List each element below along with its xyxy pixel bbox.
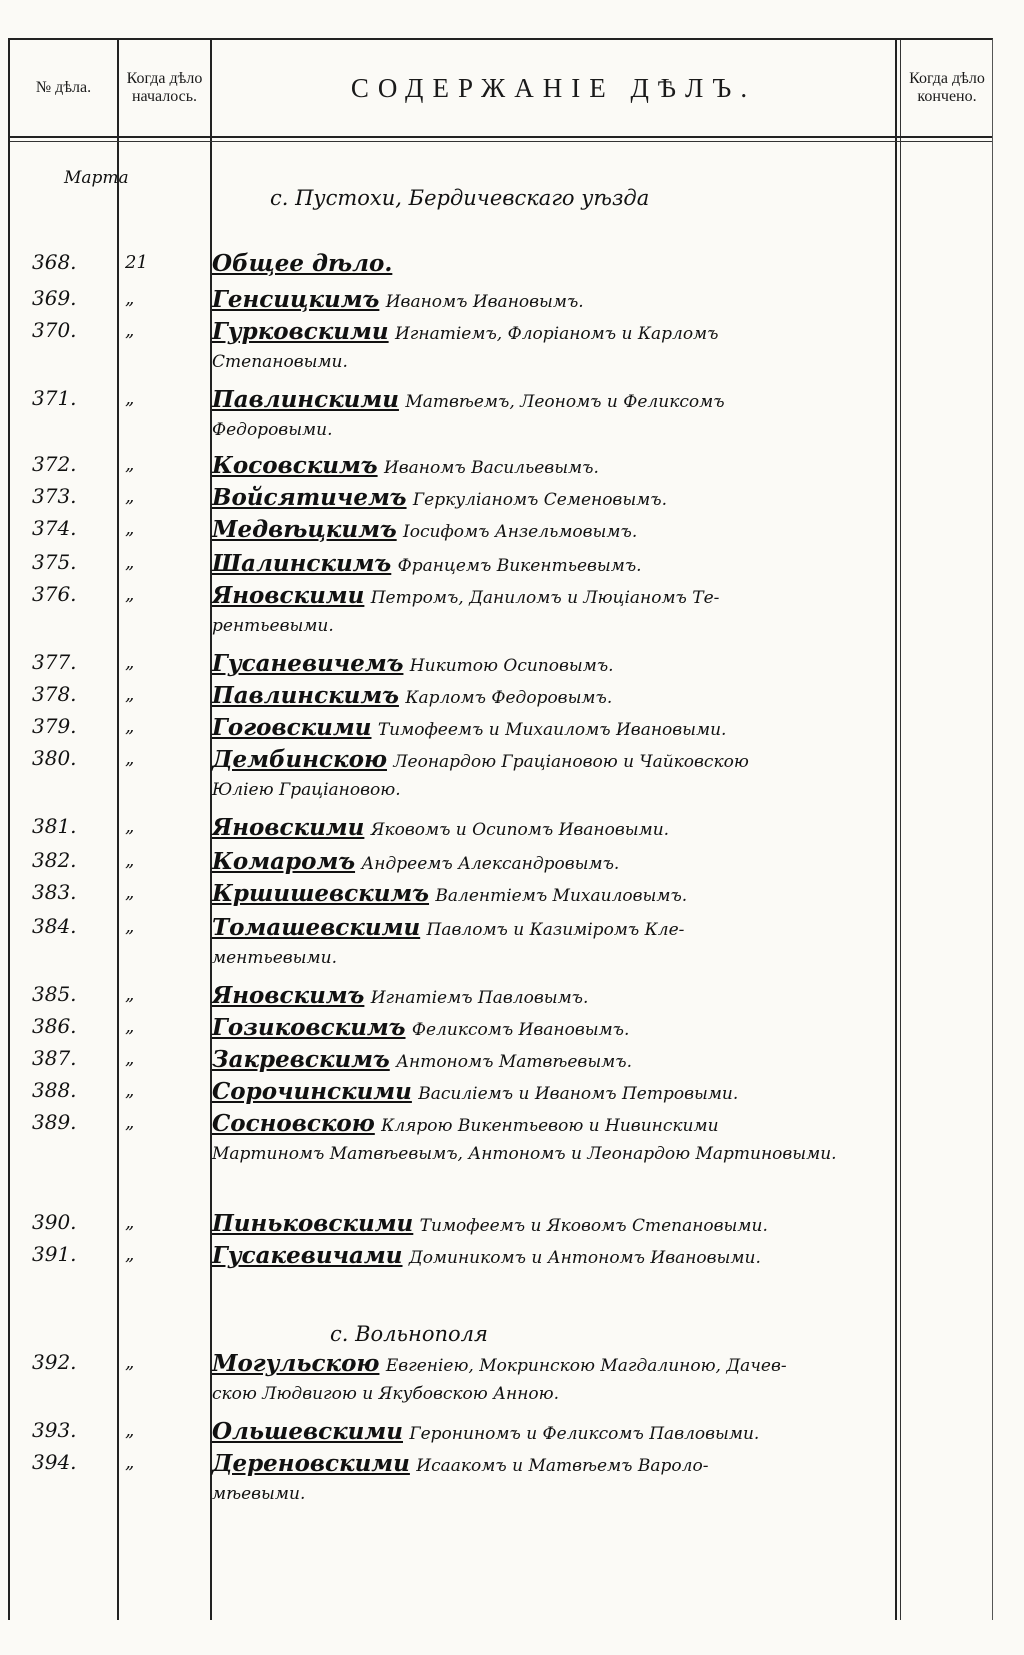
case-number: 369.: [32, 286, 77, 310]
entry-text: [212, 450, 872, 484]
party-surname: Яновскими: [212, 582, 365, 609]
entry-continuation: ментьевыми.: [212, 948, 337, 968]
entry-text: [212, 514, 872, 548]
start-day: „: [125, 320, 135, 341]
start-day: „: [125, 1420, 135, 1441]
entry-row: [0, 878, 982, 908]
party-given-names: Исаакомъ и Матвѣемъ Вароло-: [416, 1456, 709, 1476]
entry-text: [212, 248, 872, 282]
header-contents: СОДЕРЖАНІЕ ДѢЛЪ.: [350, 73, 757, 103]
party-surname: Генсицкимъ: [212, 286, 380, 313]
entry-row: [0, 1448, 982, 1504]
party-given-names: Францемъ Викентьевымъ.: [397, 556, 642, 576]
party-surname: Павлинскими: [212, 386, 399, 413]
party-given-names: Игнатіемъ, Флоріаномъ и Карломъ: [394, 324, 719, 344]
entry-text: [212, 1076, 872, 1110]
party-given-names: Павломъ и Казиміромъ Кле-: [426, 920, 685, 940]
case-number: 377.: [32, 650, 77, 674]
entry-text: [212, 648, 872, 682]
case-number: 394.: [32, 1450, 77, 1474]
entry-row: [0, 680, 982, 710]
party-given-names: Іосифомъ Анзельмовымъ.: [403, 522, 638, 542]
case-number: 381.: [32, 814, 77, 838]
case-number: 383.: [32, 880, 77, 904]
party-given-names: Феликсомъ Ивановымъ.: [411, 1020, 630, 1040]
entry-text: [212, 1348, 872, 1382]
start-day: „: [125, 684, 135, 705]
party-given-names: Андреемъ Александровымъ.: [361, 854, 620, 874]
party-surname: Могульскою: [212, 1350, 380, 1377]
party-given-names: Иваномъ Васильевымъ.: [383, 458, 599, 478]
entry-row: [0, 384, 982, 440]
party-given-names: Валентіемъ Михаиловымъ.: [435, 886, 688, 906]
party-surname: Гусаневичемъ: [212, 650, 404, 677]
entry-row: [0, 846, 982, 876]
entry-row: [0, 548, 982, 578]
party-surname: Пиньковскими: [212, 1210, 414, 1237]
case-number: 371.: [32, 386, 77, 410]
entry-continuation: Федоровыми.: [212, 420, 333, 440]
entry-text: [212, 1416, 872, 1450]
party-given-names: Тимофеемъ и Яковомъ Степановыми.: [419, 1216, 768, 1236]
party-given-names: Антономъ Матвѣевымъ.: [396, 1052, 632, 1072]
case-number: 379.: [32, 714, 77, 738]
case-number: 391.: [32, 1242, 77, 1266]
case-number: 368.: [32, 250, 77, 274]
party-given-names: Герониномъ и Феликсомъ Павловыми.: [409, 1424, 760, 1444]
entry-text: [212, 980, 872, 1014]
party-surname: Общее дѣло.: [212, 250, 393, 277]
entry-text: [212, 1044, 872, 1078]
header-date-started: Когда дѣло началось.: [126, 70, 203, 105]
entry-row: [0, 514, 982, 544]
party-given-names: Леонардою Граціановою и Чайковскою: [393, 752, 749, 772]
entry-text: [212, 1012, 872, 1046]
entry-row: [0, 812, 982, 842]
party-surname: Комаромъ: [212, 848, 356, 875]
entry-row: [0, 450, 982, 480]
party-given-names: Тимофеемъ и Михаиломъ Ивановыми.: [377, 720, 727, 740]
case-number: 375.: [32, 550, 77, 574]
start-day: „: [125, 984, 135, 1005]
start-day: „: [125, 850, 135, 871]
party-surname: Гозиковскимъ: [212, 1014, 406, 1041]
entry-text: [212, 680, 872, 714]
party-surname: Павлинскимъ: [212, 682, 399, 709]
entry-row: [0, 248, 982, 278]
entry-row: [0, 284, 982, 314]
entry-row: [0, 1208, 982, 1238]
entry-row: [0, 1348, 982, 1404]
start-day: „: [125, 716, 135, 737]
party-given-names: Яковомъ и Осипомъ Ивановыми.: [370, 820, 670, 840]
case-number: 380.: [32, 746, 77, 770]
entry-continuation: Степановыми.: [212, 352, 348, 372]
case-number: 385.: [32, 982, 77, 1006]
case-number: 384.: [32, 914, 77, 938]
party-surname: Шалинскимъ: [212, 550, 392, 577]
start-day: „: [125, 1352, 135, 1373]
header-case-number: № дѣла.: [35, 79, 92, 96]
case-number: 374.: [32, 516, 77, 540]
entry-text: [212, 1448, 872, 1482]
party-surname: Ольшевскими: [212, 1418, 403, 1445]
party-given-names: Клярою Викентьевою и Нивинскими: [381, 1116, 719, 1136]
entry-text: [212, 712, 872, 746]
entry-text: [212, 878, 872, 912]
case-number: 393.: [32, 1418, 77, 1442]
start-day: „: [125, 552, 135, 573]
case-number: 390.: [32, 1210, 77, 1234]
start-day: 21: [125, 252, 148, 273]
entry-row: [0, 482, 982, 512]
party-given-names: Карломъ Федоровымъ.: [405, 688, 613, 708]
entry-row: [0, 744, 982, 800]
party-surname: Яновскими: [212, 814, 365, 841]
entry-text: [212, 384, 872, 418]
entry-row: [0, 1240, 982, 1270]
party-given-names: Евгеніею, Мокринскою Магдалиною, Дачев-: [385, 1356, 787, 1376]
start-day: „: [125, 916, 135, 937]
party-given-names: Матвѣемъ, Леономъ и Феликсомъ: [405, 392, 725, 412]
party-surname: Медвѣцкимъ: [212, 516, 397, 543]
entry-continuation: рентьевыми.: [212, 616, 334, 636]
party-surname: Кршишевскимъ: [212, 880, 430, 907]
start-day: „: [125, 816, 135, 837]
party-surname: Гусакевичами: [212, 1242, 403, 1269]
entry-row: [0, 316, 982, 372]
entry-text: [212, 846, 872, 880]
entry-text: [212, 316, 872, 350]
header-rule: [10, 136, 992, 138]
entry-text: [212, 744, 872, 778]
entry-text: [212, 812, 872, 846]
entry-row: [0, 1108, 982, 1164]
case-number: 373.: [32, 484, 77, 508]
start-day: „: [125, 1452, 135, 1473]
party-given-names: Василіемъ и Иваномъ Петровыми.: [418, 1084, 739, 1104]
party-surname: Томашевскими: [212, 914, 421, 941]
case-number: 389.: [32, 1110, 77, 1134]
entry-row: [0, 1012, 982, 1042]
header-date-finished: Когда дѣло кончено.: [909, 70, 985, 105]
party-surname: Закревскимъ: [212, 1046, 390, 1073]
party-surname: Яновскимъ: [212, 982, 365, 1009]
party-surname: Дереновскими: [212, 1450, 410, 1477]
entry-row: [0, 1416, 982, 1446]
case-number: 382.: [32, 848, 77, 872]
entry-row: [0, 648, 982, 678]
entry-text: [212, 1108, 872, 1142]
party-given-names: Доминикомъ и Антономъ Ивановыми.: [408, 1248, 761, 1268]
case-number: 376.: [32, 582, 77, 606]
party-surname: Сосновскою: [212, 1110, 375, 1137]
party-surname: Войсятичемъ: [212, 484, 407, 511]
month-label: Марта: [64, 168, 129, 188]
case-number: 370.: [32, 318, 77, 342]
case-number: 372.: [32, 452, 77, 476]
entry-row: [0, 1044, 982, 1074]
entry-row: [0, 712, 982, 742]
start-day: „: [125, 652, 135, 673]
entry-text: [212, 1208, 872, 1242]
start-day: „: [125, 1048, 135, 1069]
entry-text: [212, 482, 872, 516]
entry-continuation: Юліею Граціановою.: [212, 780, 401, 800]
start-day: „: [125, 1080, 135, 1101]
party-given-names: Петромъ, Даниломъ и Люціаномъ Те-: [370, 588, 720, 608]
entry-continuation: Мартиномъ Матвѣевымъ, Антономъ и Леонардою Мартиновыми.: [212, 1144, 837, 1164]
start-day: „: [125, 288, 135, 309]
start-day: „: [125, 882, 135, 903]
start-day: „: [125, 454, 135, 475]
start-day: „: [125, 1212, 135, 1233]
entry-row: [0, 1076, 982, 1106]
start-day: „: [125, 748, 135, 769]
start-day: „: [125, 1244, 135, 1265]
start-day: „: [125, 584, 135, 605]
start-day: „: [125, 1016, 135, 1037]
entry-text: [212, 284, 872, 318]
entry-continuation: скою Людвигою и Якубовскою Анною.: [212, 1384, 559, 1404]
party-surname: Гурковскими: [212, 318, 389, 345]
party-surname: Гоговскими: [212, 714, 372, 741]
start-day: „: [125, 388, 135, 409]
entry-continuation: мѣевыми.: [212, 1484, 306, 1504]
entry-row: [0, 980, 982, 1010]
entry-text: [212, 548, 872, 582]
start-day: „: [125, 518, 135, 539]
party-surname: Дембинскою: [212, 746, 387, 773]
section-place: с. Пустохи, Бердичевскаго уѣзда: [270, 186, 650, 210]
case-number: 386.: [32, 1014, 77, 1038]
entry-text: [212, 912, 872, 946]
party-surname: Косовскимъ: [212, 452, 378, 479]
party-given-names: Никитою Осиповымъ.: [409, 656, 614, 676]
party-given-names: Иваномъ Ивановымъ.: [385, 292, 584, 312]
entry-row: [0, 580, 982, 636]
case-number: 378.: [32, 682, 77, 706]
case-number: 387.: [32, 1046, 77, 1070]
party-given-names: Геркуліаномъ Семеновымъ.: [412, 490, 668, 510]
entry-text: [212, 1240, 872, 1274]
header-rule: [10, 141, 992, 142]
case-number: 392.: [32, 1350, 77, 1374]
entry-text: [212, 580, 872, 614]
start-day: „: [125, 1112, 135, 1133]
entry-row: [0, 912, 982, 968]
start-day: „: [125, 486, 135, 507]
case-number: 388.: [32, 1078, 77, 1102]
party-given-names: Игнатіемъ Павловымъ.: [370, 988, 589, 1008]
party-surname: Сорочинскими: [212, 1078, 412, 1105]
section-place: с. Вольнополя: [330, 1322, 488, 1346]
